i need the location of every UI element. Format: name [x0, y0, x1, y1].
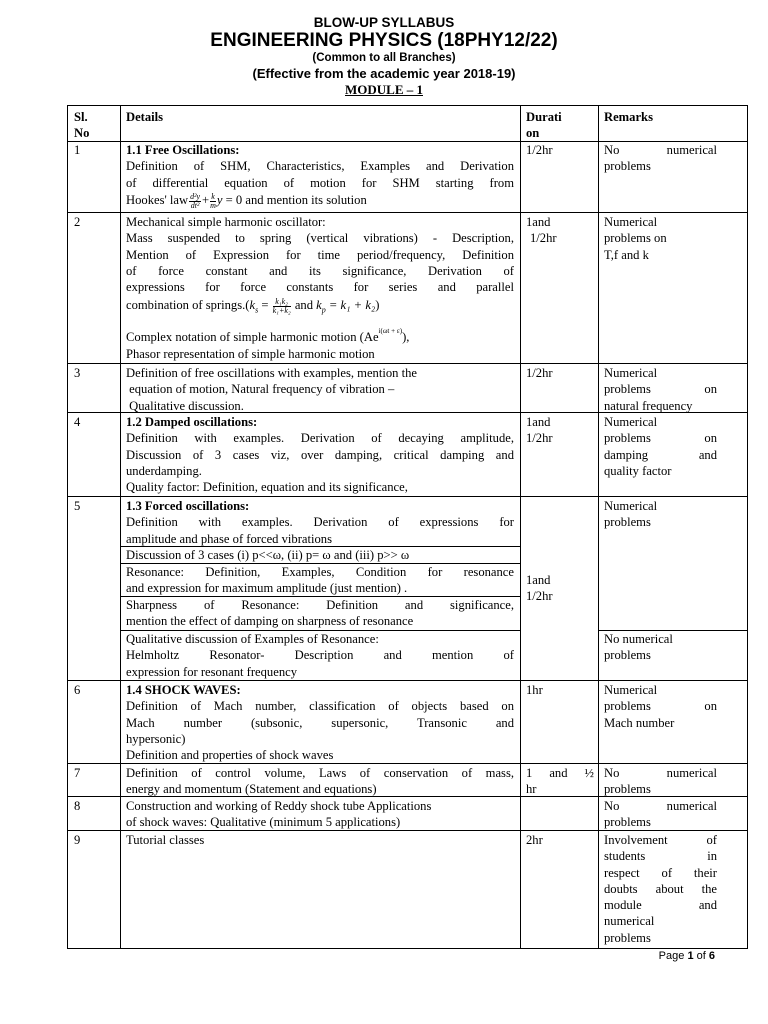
syllabus-table — [67, 105, 748, 949]
row-1-duration: 1/2hr — [526, 143, 553, 157]
row-2-details: Mechanical simple harmonic oscillator: Mass suspended to spring (vertical vibrations) - Description, Mention of Expression for time period/frequency, Definition of force constant and its significance, Derivation of expressions for force constants for series and parallel combination of $springs.(k_s$ = $\frac{\text{k₁k₂}}{\text{k₁+k₂}}$ and $k_p = k_1 + k_2$) Complex notation of simple harmonic motion $(Ae^{i(\omega t + \varepsilon)})$, Phasor representation of simple harmonic motion — [126, 215, 514, 361]
row-7-sl: 7 — [74, 766, 81, 780]
column-header-remarks: Remarks — [604, 110, 653, 124]
row-9-sl: 9 — [74, 833, 81, 847]
row-5-sharpness: Sharpness of Resonance: Definition and significance, mention the effect of damping on sharpness of resonance — [126, 598, 514, 629]
row-6-remarks: Numerical problems on Mach number — [604, 683, 717, 730]
row-3-duration: 1/2hr — [526, 366, 553, 380]
row-5-details: 1.3 Forced oscillations: Definition with examples. Derivation of expressions for amplitude and phase of forced vibrations — [126, 499, 514, 546]
row-divider — [68, 212, 747, 213]
module-heading: MODULE – 1 — [345, 82, 423, 97]
row-3-sl: 3 — [74, 366, 81, 380]
column-header-duration: Durati on — [526, 110, 562, 141]
course-title: ENGINEERING PHYSICS (18PHY12/22) — [210, 30, 558, 51]
row-5-helmholtz: Qualitative discussion of Examples of Resonance: Helmholtz Resonator- Description and mention of expression for resonant frequency — [126, 632, 514, 679]
row-divider — [68, 680, 747, 681]
document-label: BLOW-UP SYLLABUS — [313, 15, 455, 30]
row-8-details: Construction and working of Reddy shock tube Applications of shock waves: Qualitative (minimum 5 applications) — [126, 799, 432, 830]
column-divider — [120, 106, 121, 948]
row-9-remarks: Involvement of students in respect of their doubts about the module and numerical problems — [604, 833, 717, 945]
row-8-sl: 8 — [74, 799, 81, 813]
row-7-remarks: No numerical problems — [604, 766, 717, 797]
column-divider — [598, 106, 599, 948]
row-5-remarks: Numerical problems — [604, 499, 658, 530]
row-1-details: 1.1 Free Oscillations: Definition of SHM, Characteristics, Examples and Derivation of differential equation of motion for SHM starting from Hookes' law $\frac{\text{d²y}}{\text{dt²}}$ + $\frac{k}{m}$ y = 0 and mention its solution — [126, 143, 514, 210]
row-4-details: 1.2 Damped oscillations: Definition with examples. Derivation of decaying amplitude, Discussion of 3 cases viz, over damping, critical damping and underdamping. Quality factor: Definition, equation and its significance, — [126, 415, 514, 495]
row-2-sl: 2 — [74, 215, 81, 229]
row-4-remarks: Numerical problems on damping and quality factor — [604, 415, 717, 478]
column-header-details: Details — [126, 110, 164, 124]
row-7-details: Definition of control volume, Laws of conservation of mass, energy and momentum (Statement and equations) — [126, 766, 514, 797]
row-5-sl: 5 — [74, 499, 81, 513]
series-spring-fraction: $\frac{\text{k₁k₂}}{\text{k₁+k₂}}$ — [272, 297, 291, 316]
row-2-remarks: Numerical problems on T,f and k — [604, 215, 667, 262]
row-divider — [68, 496, 747, 497]
row-5-duration: 1and 1/2hr — [526, 573, 553, 604]
row-1-remarks: No numerical problems — [604, 143, 717, 174]
row-5-remarks-secondary: No numerical problems — [604, 632, 673, 663]
row-5-cases: Discussion of 3 cases (i) p<<ω, (ii) p= ω and (iii) p>> ω — [126, 548, 410, 562]
effective-year: (Effective from the academic year 2018-19) — [252, 66, 516, 81]
column-header-sl: Sl. No — [74, 110, 90, 141]
row-3-remarks: Numerical problems on natural frequency — [604, 366, 717, 413]
row-3-details: Definition of free oscillations with examples, mention the equation of motion, Natural frequency of vibration – Qualitative discussion. — [126, 366, 417, 413]
row-divider — [68, 363, 747, 364]
row-6-details: 1.4 SHOCK WAVES: Definition of Mach number, classification of objects based on Mach number (subsonic, supersonic, Transonic and hypersonic) Definition and properties of shock waves — [126, 683, 514, 763]
row-9-details: Tutorial classes — [126, 833, 205, 847]
page-number: Page 1 of 6 — [658, 950, 715, 962]
row-6-duration: 1hr — [526, 683, 543, 697]
row-8-remarks: No numerical problems — [604, 799, 717, 830]
row-4-sl: 4 — [74, 415, 81, 429]
row-2-duration: 1and 1/2hr — [526, 215, 557, 246]
row-9-duration: 2hr — [526, 833, 543, 847]
row-1-sl: 1 — [74, 143, 81, 157]
row-7-duration: 1 and ½ hr — [526, 766, 594, 797]
row-6-sl: 6 — [74, 683, 81, 697]
row-4-duration: 1and 1/2hr — [526, 415, 553, 446]
d2y-dt2-fraction: $\frac{\text{d²y}}{\text{dt²}}$ — [190, 191, 201, 210]
k-over-m-fraction: $\frac{k}{m}$ — [210, 191, 216, 210]
column-divider — [520, 106, 521, 948]
course-scope: (Common to all Branches) — [312, 52, 456, 64]
row-5-resonance: Resonance: Definition, Examples, Condition for resonance and expression for maximum amplitude (just mention) . — [126, 565, 514, 596]
